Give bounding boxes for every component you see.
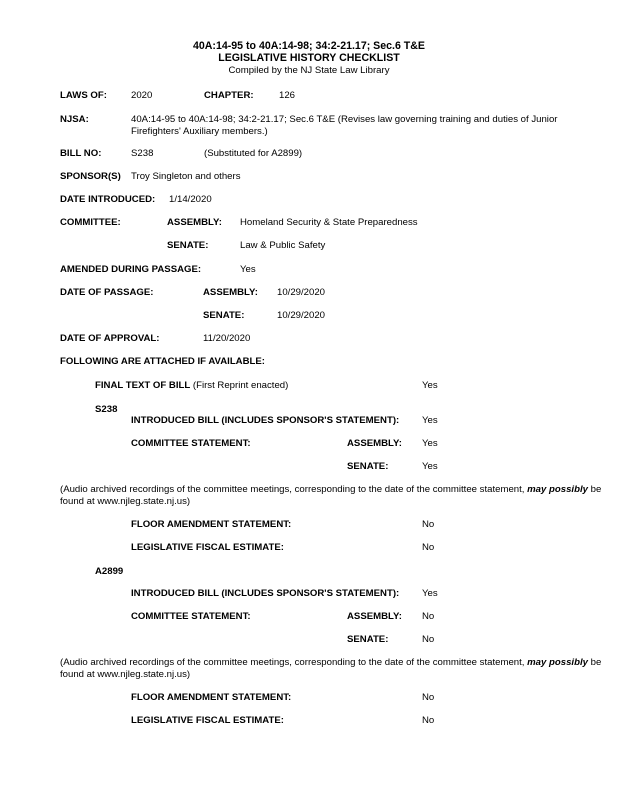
- a2899-audio-emph: may possibly: [527, 657, 588, 668]
- a2899-introduced-label: INTRODUCED BILL (INCLUDES SPONSOR'S STATEMENT):: [131, 588, 400, 599]
- a2899-senate-value: No: [422, 634, 435, 645]
- s238-fiscal-value: No: [422, 542, 435, 553]
- date-introduced-label: DATE INTRODUCED:: [60, 194, 156, 205]
- s238-senate-label: SENATE:: [347, 461, 389, 472]
- a2899-floor-value: No: [422, 692, 435, 703]
- committee-senate-label: SENATE:: [167, 240, 209, 251]
- bill-no-note: (Substituted for A2899): [204, 148, 303, 159]
- a2899-introduced-value: Yes: [422, 588, 438, 599]
- final-text-value: Yes: [422, 380, 438, 391]
- committee-assembly-value: Homeland Security & State Preparedness: [240, 217, 418, 228]
- s238-audio-post: be found at www.njleg.state.nj.us): [60, 484, 602, 507]
- s238-audio-pre: (Audio archived recordings of the committee meetings, corresponding to the date of the committee statement,: [60, 484, 525, 495]
- bill-id-a2899: A2899: [95, 566, 124, 577]
- final-text-note: (First Reprint enacted): [192, 380, 289, 391]
- sponsors-label: SPONSOR(S): [60, 171, 121, 182]
- attached-heading: FOLLOWING ARE ATTACHED IF AVAILABLE:: [60, 356, 265, 367]
- committee-senate-value: Law & Public Safety: [240, 240, 326, 251]
- s238-fiscal-label: LEGISLATIVE FISCAL ESTIMATE:: [131, 542, 284, 553]
- s238-audio-note: [60, 484, 605, 507]
- a2899-floor-label: FLOOR AMENDMENT STATEMENT:: [131, 692, 292, 703]
- title-line-2: LEGISLATIVE HISTORY CHECKLIST: [218, 52, 400, 64]
- amended-label: AMENDED DURING PASSAGE:: [60, 264, 202, 275]
- final-text-label: FINAL TEXT OF BILL: [95, 380, 191, 391]
- passage-senate-value: 10/29/2020: [277, 310, 326, 321]
- passage-label: DATE OF PASSAGE:: [60, 287, 154, 298]
- approval-label: DATE OF APPROVAL:: [60, 333, 160, 344]
- compiled-by: Compiled by the NJ State Law Library: [228, 65, 390, 76]
- njsa-value: 40A:14-95 to 40A:14-98; 34:2-21.17; Sec.6 T&E (Revises law governing training and duties of Junior Firefighters' Auxiliary members.): [131, 114, 558, 137]
- s238-senate-value: Yes: [422, 461, 438, 472]
- s238-introduced-label: INTRODUCED BILL (INCLUDES SPONSOR'S STATEMENT):: [131, 415, 400, 426]
- final-text-row: [95, 380, 288, 392]
- bill-id-s238: S238: [95, 404, 118, 415]
- a2899-senate-label: SENATE:: [347, 634, 389, 645]
- s238-introduced-value: Yes: [422, 415, 438, 426]
- a2899-committee-label: COMMITTEE STATEMENT:: [131, 611, 251, 622]
- a2899-fiscal-value: No: [422, 715, 435, 726]
- chapter-label: CHAPTER:: [204, 90, 254, 101]
- amended-value: Yes: [240, 264, 256, 275]
- a2899-assembly-label: ASSEMBLY:: [347, 611, 402, 622]
- a2899-audio-note: [60, 657, 605, 680]
- bill-no-label: BILL NO:: [60, 148, 102, 159]
- passage-assembly-value: 10/29/2020: [277, 287, 326, 298]
- s238-floor-value: No: [422, 519, 435, 530]
- bill-no-value: S238: [131, 148, 154, 159]
- passage-assembly-label: ASSEMBLY:: [203, 287, 258, 298]
- passage-senate-label: SENATE:: [203, 310, 245, 321]
- a2899-fiscal-label: LEGISLATIVE FISCAL ESTIMATE:: [131, 715, 284, 726]
- a2899-audio-pre: (Audio archived recordings of the committee meetings, corresponding to the date of the committee statement,: [60, 657, 525, 668]
- committee-assembly-label: ASSEMBLY:: [167, 217, 222, 228]
- title-line-1: 40A:14-95 to 40A:14-98; 34:2-21.17; Sec.6 T&E: [193, 40, 425, 52]
- a2899-audio-post: be found at www.njleg.state.nj.us): [60, 657, 602, 680]
- s238-committee-label: COMMITTEE STATEMENT:: [131, 438, 251, 449]
- s238-assembly-label: ASSEMBLY:: [347, 438, 402, 449]
- committee-label: COMMITTEE:: [60, 217, 121, 228]
- s238-audio-emph: may possibly: [527, 484, 588, 495]
- s238-floor-label: FLOOR AMENDMENT STATEMENT:: [131, 519, 292, 530]
- njsa-label: NJSA:: [60, 114, 89, 125]
- chapter-value: 126: [279, 90, 296, 101]
- date-introduced-value: 1/14/2020: [169, 194, 212, 205]
- s238-assembly-value: Yes: [422, 438, 438, 449]
- laws-of-value: 2020: [131, 90, 153, 101]
- approval-value: 11/20/2020: [203, 333, 251, 344]
- a2899-assembly-value: No: [422, 611, 435, 622]
- sponsors-value: Troy Singleton and others: [131, 171, 241, 182]
- laws-of-label: LAWS OF:: [60, 90, 107, 101]
